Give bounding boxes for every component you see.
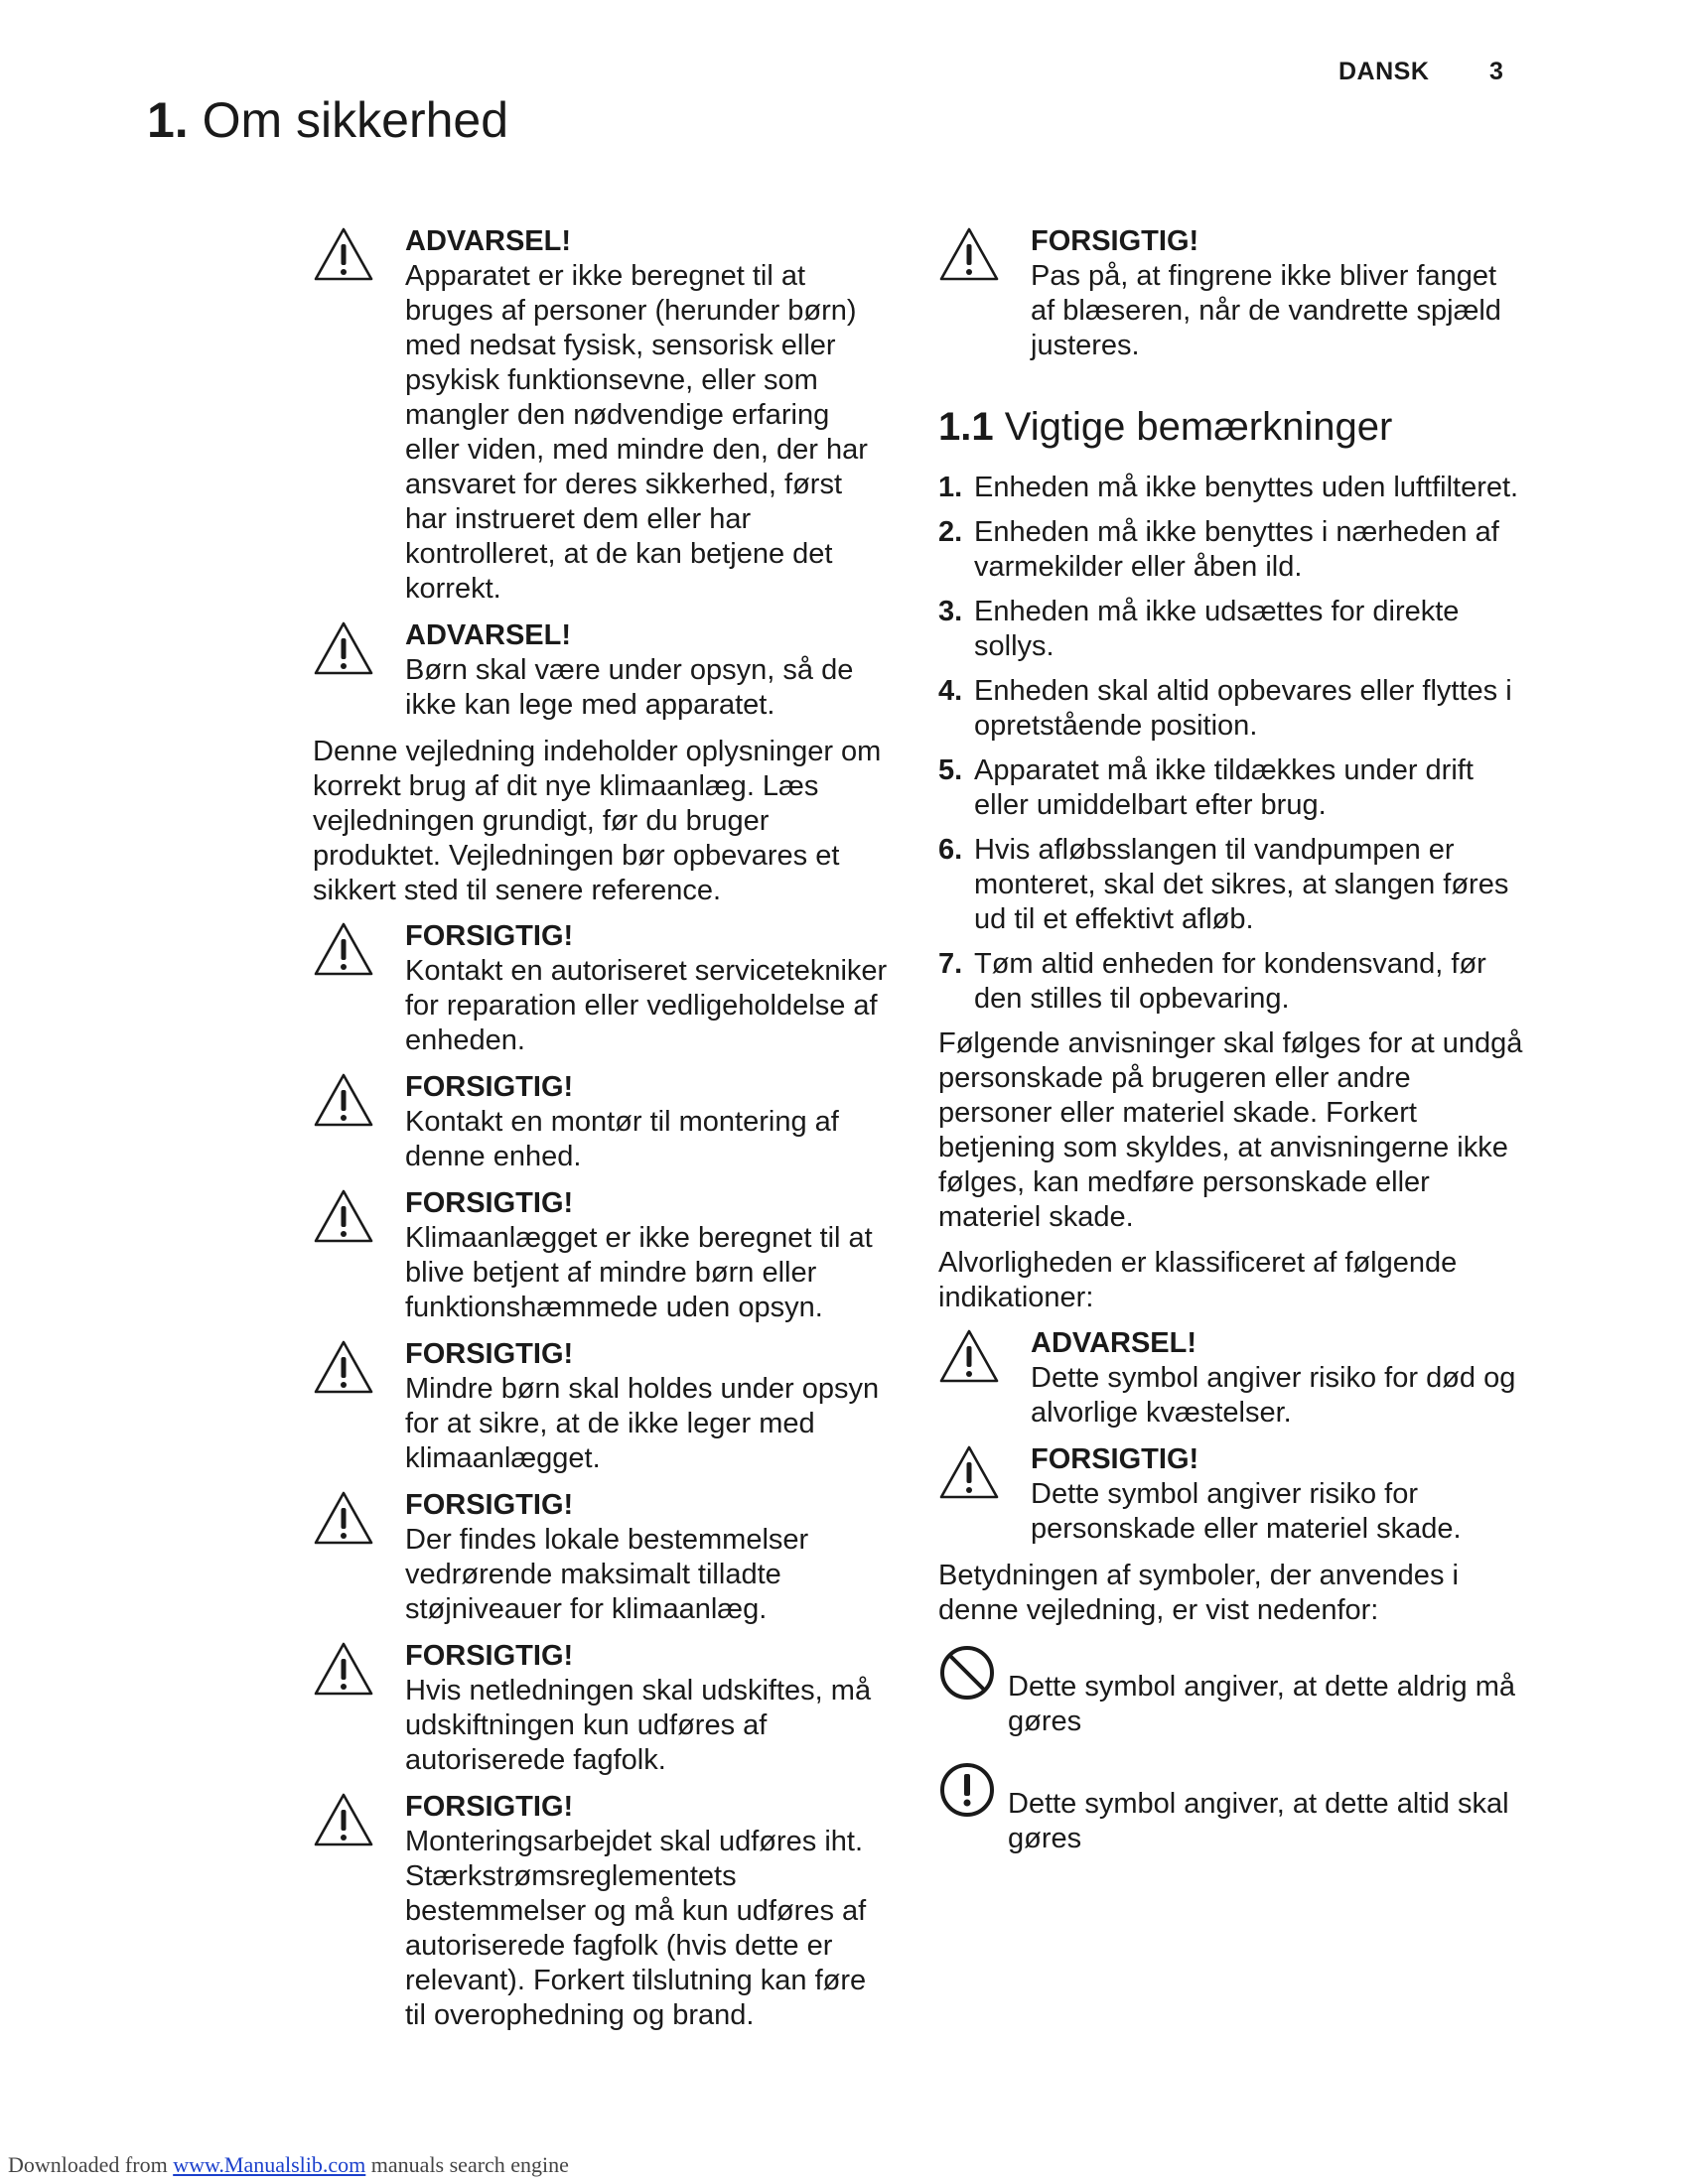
caution-block <box>313 1337 889 1476</box>
caution-text: Monteringsarbejdet skal udføres iht. Stærkstrømsreglementets bestemmelser og må kun udføres af autoriserede fagfolk (hvis dette er relevant). Forkert tilslutning kan føre til overophedning og brand. <box>405 1826 867 2031</box>
warning-text: Børn skal være under opsyn, så de ikke kan lege med apparatet. <box>405 654 854 721</box>
warning-triangle-icon <box>938 226 1000 284</box>
subsection-title: Vigtige bemærkninger <box>1004 405 1393 449</box>
warning-text: Apparatet er ikke beregnet til at bruges af personer (herunder børn) med nedsat fysisk, sensorisk eller psykisk funktionsevne, eller som mangler den nødvendige erfaring eller viden, med mindre den, der har ansvaret for deres sikkerhed, først har instrueret dem eller har kontrolleret, at de kan betjene det korrekt. <box>405 260 868 605</box>
list-item <box>938 674 1524 744</box>
list-item-number: 2. <box>938 516 963 548</box>
warning-label: ADVARSEL! <box>405 619 572 651</box>
warning-triangle-icon <box>313 1490 374 1548</box>
page-title <box>147 91 508 149</box>
list-item-number: 4. <box>938 675 963 707</box>
caution-block <box>313 1488 889 1627</box>
symbol-never-block <box>938 1644 1524 1739</box>
warning-triangle-icon <box>313 1072 374 1130</box>
section-number: 1. <box>147 92 189 148</box>
list-item-text: Enheden skal altid opbevares eller flyttes i opretstående position. <box>974 675 1512 742</box>
list-item-number: 1. <box>938 472 963 503</box>
caution-text: Pas på, at fingrene ikke bliver fanget af blæseren, når de vandrette spjæld justeres. <box>1031 260 1501 361</box>
page-number: 3 <box>1489 58 1503 85</box>
notes-list <box>938 471 1524 1017</box>
warning-triangle-icon <box>313 1641 374 1699</box>
list-item-text: Enheden må ikke udsættes for direkte sollys. <box>974 596 1460 662</box>
warning-block <box>313 618 889 723</box>
intro-paragraph: Denne vejledning indeholder oplysninger om korrekt brug af dit nye klimaanlæg. Læs vejledningen grundigt, før du bruger produktet. Vejledningen bør opbevares et sikkert sted til senere reference. <box>313 736 882 906</box>
warning-text: Dette symbol angiver risiko for død og alvorlige kvæstelser. <box>1031 1362 1516 1429</box>
warning-label: ADVARSEL! <box>1031 1327 1197 1359</box>
body-paragraph: Betydningen af symboler, der anvendes i denne vejledning, er vist nedenfor: <box>938 1560 1459 1626</box>
caution-text: Kontakt en montør til montering af denne enhed. <box>405 1106 839 1172</box>
symbol-always-text: Dette symbol angiver, at dette altid skal gøres <box>1008 1788 1509 1854</box>
list-item <box>938 471 1524 505</box>
caution-block <box>938 224 1524 363</box>
caution-label: FORSIGTIG! <box>405 1791 574 1823</box>
list-item <box>938 753 1524 823</box>
caution-text: Hvis netledningen skal udskiftes, må udskiftningen kun udføres af autoriserede fagfolk. <box>405 1675 872 1776</box>
caution-block <box>313 919 889 1058</box>
prohibition-icon <box>938 1644 996 1702</box>
list-item-text: Enheden må ikke benyttes i nærheden af varmekilder eller åben ild. <box>974 516 1499 583</box>
caution-label: FORSIGTIG! <box>1031 225 1199 257</box>
footer-prefix: Downloaded from <box>8 2152 174 2177</box>
warning-triangle-icon <box>938 1328 1000 1386</box>
footer-suffix: manuals search engine <box>365 2152 569 2177</box>
warning-triangle-icon <box>313 226 374 284</box>
caution-block <box>313 1070 889 1174</box>
subsection-number: 1.1 <box>938 405 994 449</box>
caution-label: FORSIGTIG! <box>405 1640 574 1672</box>
list-item-text: Enheden må ikke benyttes uden luftfilteret. <box>974 472 1519 503</box>
caution-block <box>313 1790 889 2033</box>
caution-label: FORSIGTIG! <box>405 1489 574 1521</box>
section-title: Om sikkerhed <box>202 92 509 148</box>
caution-text: Kontakt en autoriseret servicetekniker for reparation eller vedligeholdelse af enheden. <box>405 955 888 1056</box>
warning-triangle-icon <box>938 1444 1000 1502</box>
caution-text: Mindre børn skal holdes under opsyn for at sikre, at de ikke leger med klimaanlægget. <box>405 1373 880 1474</box>
warning-triangle-icon <box>313 620 374 678</box>
caution-block <box>313 1639 889 1778</box>
list-item-number: 6. <box>938 834 963 866</box>
warning-triangle-icon <box>313 1792 374 1849</box>
caution-text: Klimaanlægget er ikke beregnet til at blive betjent af mindre børn eller funktionshæmmede uden opsyn. <box>405 1222 873 1323</box>
caution-label: FORSIGTIG! <box>405 1187 574 1219</box>
caution-label: FORSIGTIG! <box>1031 1443 1199 1475</box>
caution-label: FORSIGTIG! <box>405 1071 574 1103</box>
warning-triangle-icon <box>313 921 374 979</box>
list-item <box>938 947 1524 1017</box>
exclamation-circle-icon <box>938 1761 996 1819</box>
warning-triangle-icon <box>313 1339 374 1397</box>
list-item <box>938 833 1524 937</box>
manualslib-link[interactable]: www.Manualslib.com <box>173 2152 366 2177</box>
subsection-heading <box>938 403 1524 451</box>
caution-text: Der findes lokale bestemmelser vedrørende maksimalt tilladte støjniveauer for klimaanlæg. <box>405 1524 809 1625</box>
list-item-number: 3. <box>938 596 963 627</box>
body-paragraph: Følgende anvisninger skal følges for at undgå personskade på brugeren eller andre personer eller materiel skade. Forkert betjening som skyldes, at anvisningerne ikke følges, kan medføre personskade eller materiel skade. <box>938 1027 1523 1233</box>
list-item-text: Apparatet må ikke tildækkes under drift eller umiddelbart efter brug. <box>974 754 1474 821</box>
download-footer <box>8 2152 569 2178</box>
warning-definition <box>938 1326 1524 1431</box>
caution-label: FORSIGTIG! <box>405 920 574 952</box>
warning-label: ADVARSEL! <box>405 225 572 257</box>
left-column <box>313 224 889 2045</box>
symbol-always-block <box>938 1761 1524 1856</box>
list-item-number: 5. <box>938 754 963 786</box>
header-language: DANSK <box>1338 58 1430 85</box>
warning-block <box>313 224 889 607</box>
body-paragraph: Alvorligheden er klassificeret af følgende indikationer: <box>938 1247 1458 1313</box>
list-item <box>938 595 1524 664</box>
list-item-number: 7. <box>938 948 963 980</box>
warning-triangle-icon <box>313 1188 374 1246</box>
caution-block <box>313 1186 889 1325</box>
list-item <box>938 515 1524 585</box>
caution-label: FORSIGTIG! <box>405 1338 574 1370</box>
right-column <box>938 224 1524 1878</box>
list-item-text: Hvis afløbsslangen til vandpumpen er monteret, skal det sikres, at slangen føres ud til et effektivt afløb. <box>974 834 1509 935</box>
caution-text: Dette symbol angiver risiko for personskade eller materiel skade. <box>1031 1478 1462 1545</box>
list-item-text: Tøm altid enheden for kondensvand, før den stilles til opbevaring. <box>974 948 1486 1015</box>
caution-definition <box>938 1442 1524 1547</box>
symbol-never-text: Dette symbol angiver, at dette aldrig må gøres <box>1008 1671 1515 1737</box>
